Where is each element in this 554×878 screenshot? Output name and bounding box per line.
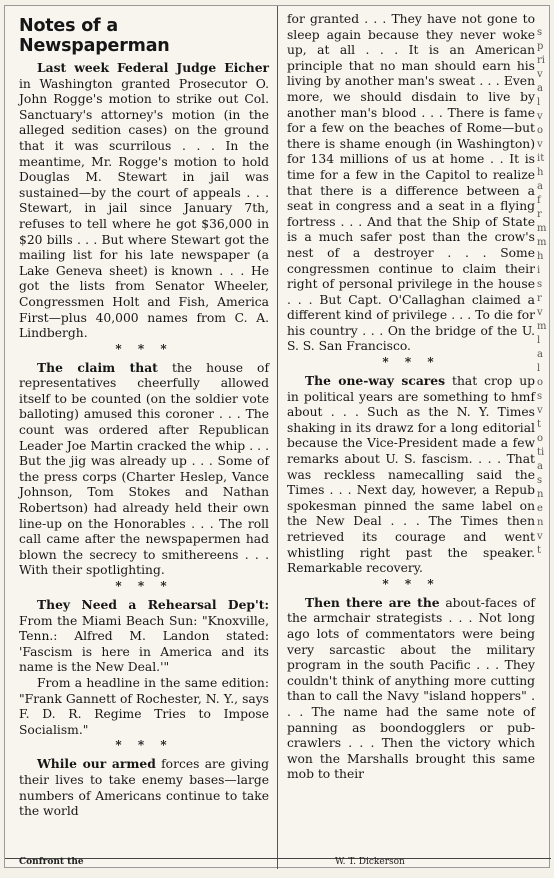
separator-stars: * * * — [115, 579, 173, 593]
paragraph-body: the house of representatives cheerfully allowed itself to be counted (on the soldier vote balloting) amused this coroner . . . The count was ordered after Republican Leader Joe Martin cracked the whip . . . But the jig was already up . . . Some of the press corps (Charter Heslep, Vance Johnson, Tom Stokes and Nathan Robertson) had already held their own line-up on the Honorables . . . The roll call came after the newspapermen had blown the secrecy to smithereens . . . With their spotlighting. — [19, 360, 269, 578]
adjacent-column-edge-text: sprivalvovithafrmmhisrvmlalosvtotiasnenvt — [537, 27, 547, 556]
paragraph-lead: The claim that — [37, 359, 158, 375]
bottom-strip-right-text: W. T. Dickerson — [335, 857, 405, 867]
separator-stars: * * * — [382, 576, 440, 591]
paragraph-body: From the Miami Beach Sun: "Knoxville, Tenn.: Alfred M. Landon stated: 'Fascism is here in America and its name is the New Deal.'" — [19, 613, 269, 675]
separator-stars: * * * — [115, 341, 173, 356]
paragraph-lead: Last week Federal Judge Eicher — [37, 60, 269, 75]
column-divider — [277, 6, 278, 869]
right-column — [287, 12, 535, 783]
paragraph-armed-forces — [19, 756, 269, 819]
paragraph-body: that crop up in political years are something to hmf about . . . Such as the N. Y. Times shaking in its drawz for a long editorial because the Vice-President made a few remarks about U. S. fascism. . . . That was reckless namecalling said the Times . . . Next day, however, a Repub spokesman pinned the same label on the New Deal . . . The Times then retrieved its courage and went whistling right past the speaker. Remarkable recovery. — [287, 374, 535, 576]
column-title: Notes of a Newspaperman — [19, 16, 170, 56]
paragraph-one-way-scares — [287, 373, 535, 577]
paragraph-body: about-faces of the armchair strategists . . . Not long ago lots of commentators were being very sarcastic about the military program in the south Pacific . . . They couldn't think of anything more cutting than to call the Navy "island hoppers" . . . The name had the same note of panning as boondogglers or pub-crawlers . . . Then the victory which won the Marshalls brought this same mob to their — [287, 595, 535, 782]
paragraph-lead: The one-way scares — [305, 373, 446, 389]
paragraph-body: forces are giving their lives to take enemy bases—large numbers of Americans continue to take the world — [19, 757, 270, 819]
newspaper-clipping — [4, 5, 550, 868]
paragraph-lead: Then there are the — [305, 594, 440, 610]
paragraph-headline: From a headline in the same edition: "Frank Gannett of Rochester, N. Y., says F. D. R. Regime Tries to Impose Socialism." — [19, 675, 269, 737]
paragraph-body: in Washington granted Prosecutor O. John Rogge's motion to strike out Col. Sanctuary's attorney's motion (in the alleged sedition cases) on the ground that it was scurrilous . . . In the meantime, Mr. Rogge's motion to hold Douglas M. Stewart in jail was sustained—by the court of appeals . . . Stewart, in jail since January 7th, refuses to tell where he got $36,000 in $20 bills . . . But where Stewart got the mailing list for his late newspaper (a Lake Geneva sheet) is known . . . He got the lists from Senator Wheeler, Congressmen Holt and Fish, America First—plus 40,000 names from C. A. Lindbergh. — [19, 76, 269, 341]
paragraph-for-granted: for granted . . . They have not gone to sleep again because they never woke up, at all . . . It is an American principle that no man should earn his living by another man's sweat . . . Even more, we should disdain to live by another man's blood . . . There is fame for a few on the beaches of Rome—but there is shame enough (in Washington) for 134 millions of us at home . . It is time for a few in the Capitol to realize that there is a difference between a seat in congress and a seat in a flying fortress . . . And that the Ship of State is a much safer post than the crow's nest of a destroyer . . . Some congressmen continue to claim their right of personal privilege in the house . . . But Capt. O'Callaghan claimed a different kind of privilege . . . To die for his country . . . On the bridge of the U. S. S. San Francisco. — [287, 12, 535, 354]
separator-stars: * * * — [115, 738, 173, 753]
paragraph-lead: While our armed — [37, 756, 156, 772]
paragraph-rehearsal — [19, 597, 269, 676]
paragraph-house-count — [19, 360, 269, 579]
bottom-strip-left-text: Confront the — [19, 857, 84, 867]
separator-stars: * * * — [382, 355, 440, 370]
paragraph-lead: They Need a Rehearsal Dep't: — [37, 597, 269, 612]
paragraph-about-faces — [287, 595, 535, 783]
left-column — [19, 16, 269, 820]
paragraph-stewart — [19, 60, 269, 342]
cut-off-bottom-strip — [5, 858, 551, 867]
